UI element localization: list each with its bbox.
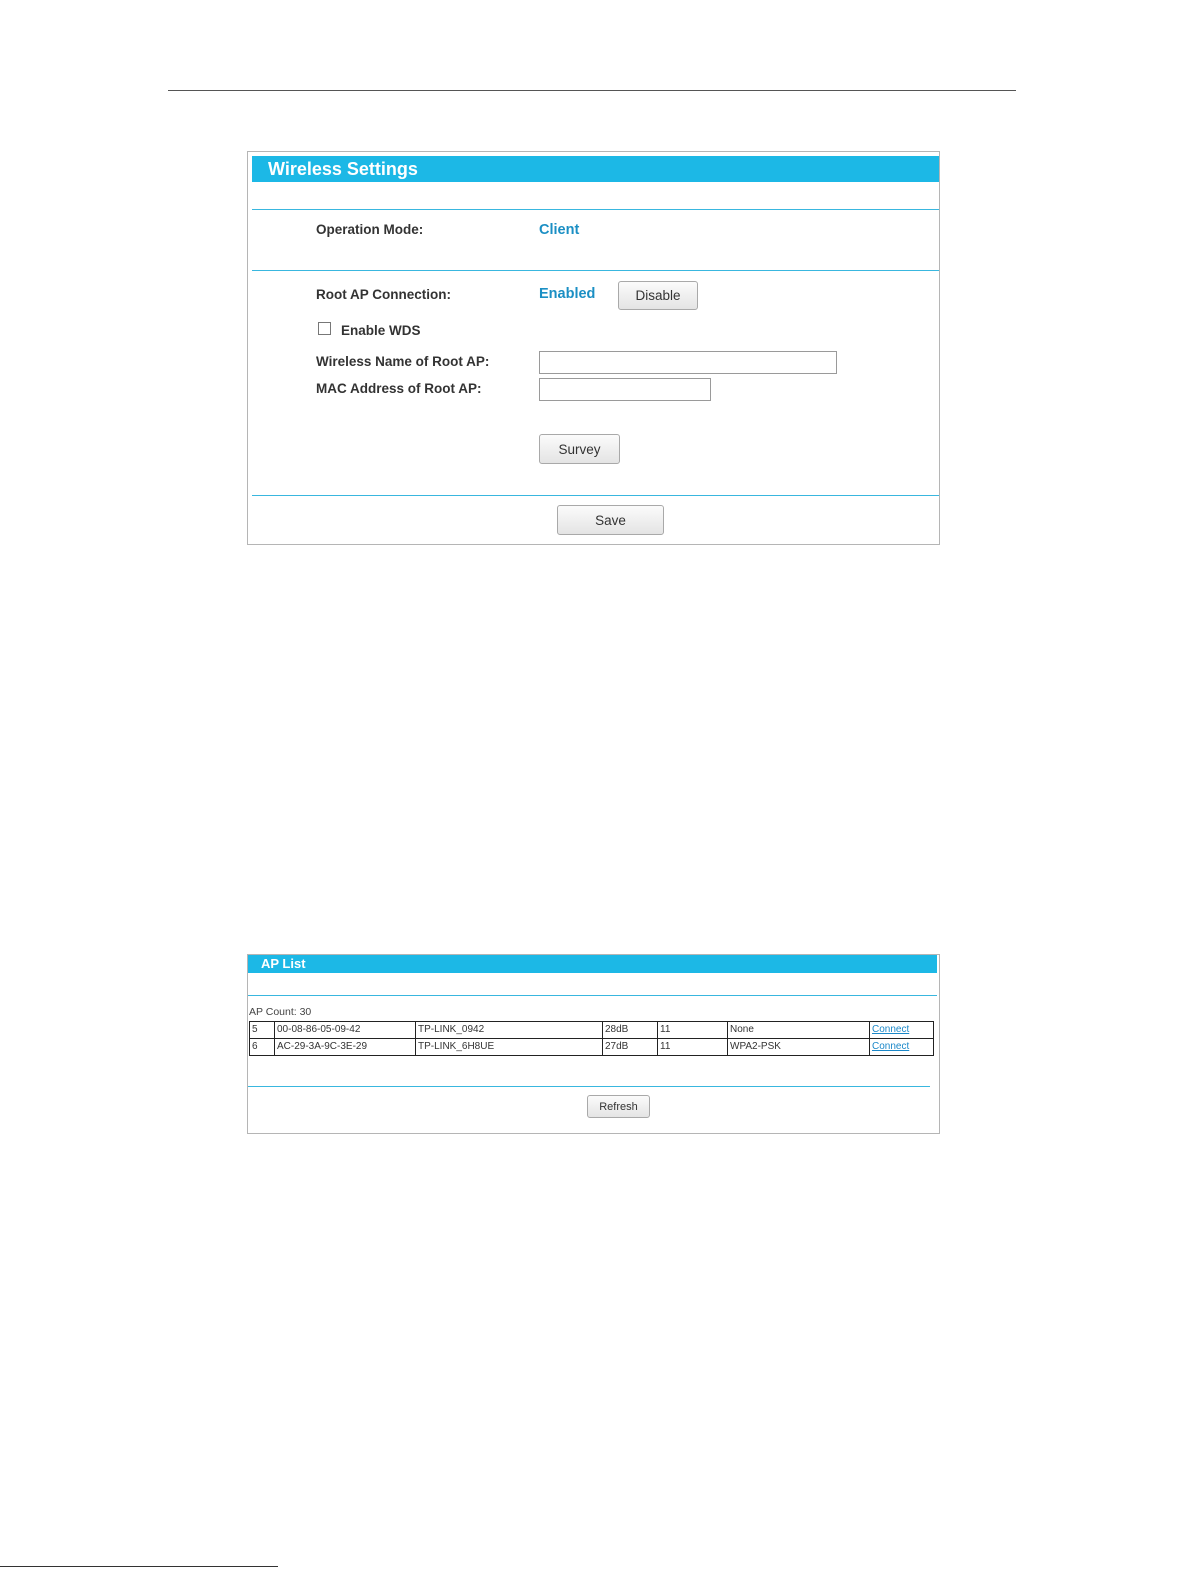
refresh-button[interactable]: Refresh bbox=[587, 1095, 650, 1118]
save-button[interactable]: Save bbox=[557, 505, 664, 535]
row-channel: 11 bbox=[658, 1039, 728, 1056]
mac-address-label: MAC Address of Root AP: bbox=[316, 381, 482, 396]
divider bbox=[252, 209, 939, 210]
wireless-name-input[interactable] bbox=[539, 351, 837, 374]
row-action-cell bbox=[870, 1039, 934, 1056]
ap-list-header bbox=[248, 955, 937, 973]
enable-wds-label: Enable WDS bbox=[341, 323, 421, 338]
row-index: 6 bbox=[250, 1039, 275, 1056]
row-ssid: TP-LINK_0942 bbox=[416, 1022, 603, 1039]
row-ssid: TP-LINK_6H8UE bbox=[416, 1039, 603, 1056]
wireless-settings-panel bbox=[247, 151, 940, 545]
root-ap-connection-label: Root AP Connection: bbox=[316, 287, 451, 302]
mac-address-input[interactable] bbox=[539, 378, 711, 401]
divider bbox=[252, 495, 939, 496]
panel-title: Wireless Settings bbox=[268, 159, 418, 179]
operation-mode-value: Client bbox=[539, 222, 580, 238]
connect-link[interactable]: Connect bbox=[872, 1041, 910, 1052]
ap-list-panel bbox=[247, 954, 940, 1134]
row-mac: AC-29-3A-9C-3E-29 bbox=[275, 1039, 416, 1056]
row-security: None bbox=[728, 1022, 870, 1039]
row-signal: 28dB bbox=[603, 1022, 658, 1039]
connect-link[interactable]: Connect bbox=[872, 1024, 910, 1035]
page-top-rule bbox=[168, 90, 1016, 91]
divider bbox=[248, 1086, 930, 1087]
divider bbox=[248, 995, 937, 996]
ap-count: AP Count: 30 bbox=[249, 1006, 312, 1018]
row-signal: 27dB bbox=[603, 1039, 658, 1056]
row-security: WPA2-PSK bbox=[728, 1039, 870, 1056]
table-row bbox=[250, 1039, 934, 1056]
enable-wds-checkbox[interactable] bbox=[318, 322, 331, 335]
ap-table bbox=[249, 1021, 934, 1056]
operation-mode-label: Operation Mode: bbox=[316, 222, 424, 237]
panel-title: AP List bbox=[261, 956, 306, 971]
root-ap-connection-status: Enabled bbox=[539, 286, 596, 302]
wireless-settings-header bbox=[252, 156, 939, 182]
survey-button[interactable]: Survey bbox=[539, 434, 620, 464]
disable-button[interactable]: Disable bbox=[618, 281, 698, 310]
wireless-name-label: Wireless Name of Root AP: bbox=[316, 354, 490, 369]
page-bottom-rule bbox=[0, 1566, 278, 1567]
row-channel: 11 bbox=[658, 1022, 728, 1039]
table-row bbox=[250, 1022, 934, 1039]
row-mac: 00-08-86-05-09-42 bbox=[275, 1022, 416, 1039]
row-action-cell bbox=[870, 1022, 934, 1039]
divider bbox=[252, 270, 939, 271]
row-index: 5 bbox=[250, 1022, 275, 1039]
